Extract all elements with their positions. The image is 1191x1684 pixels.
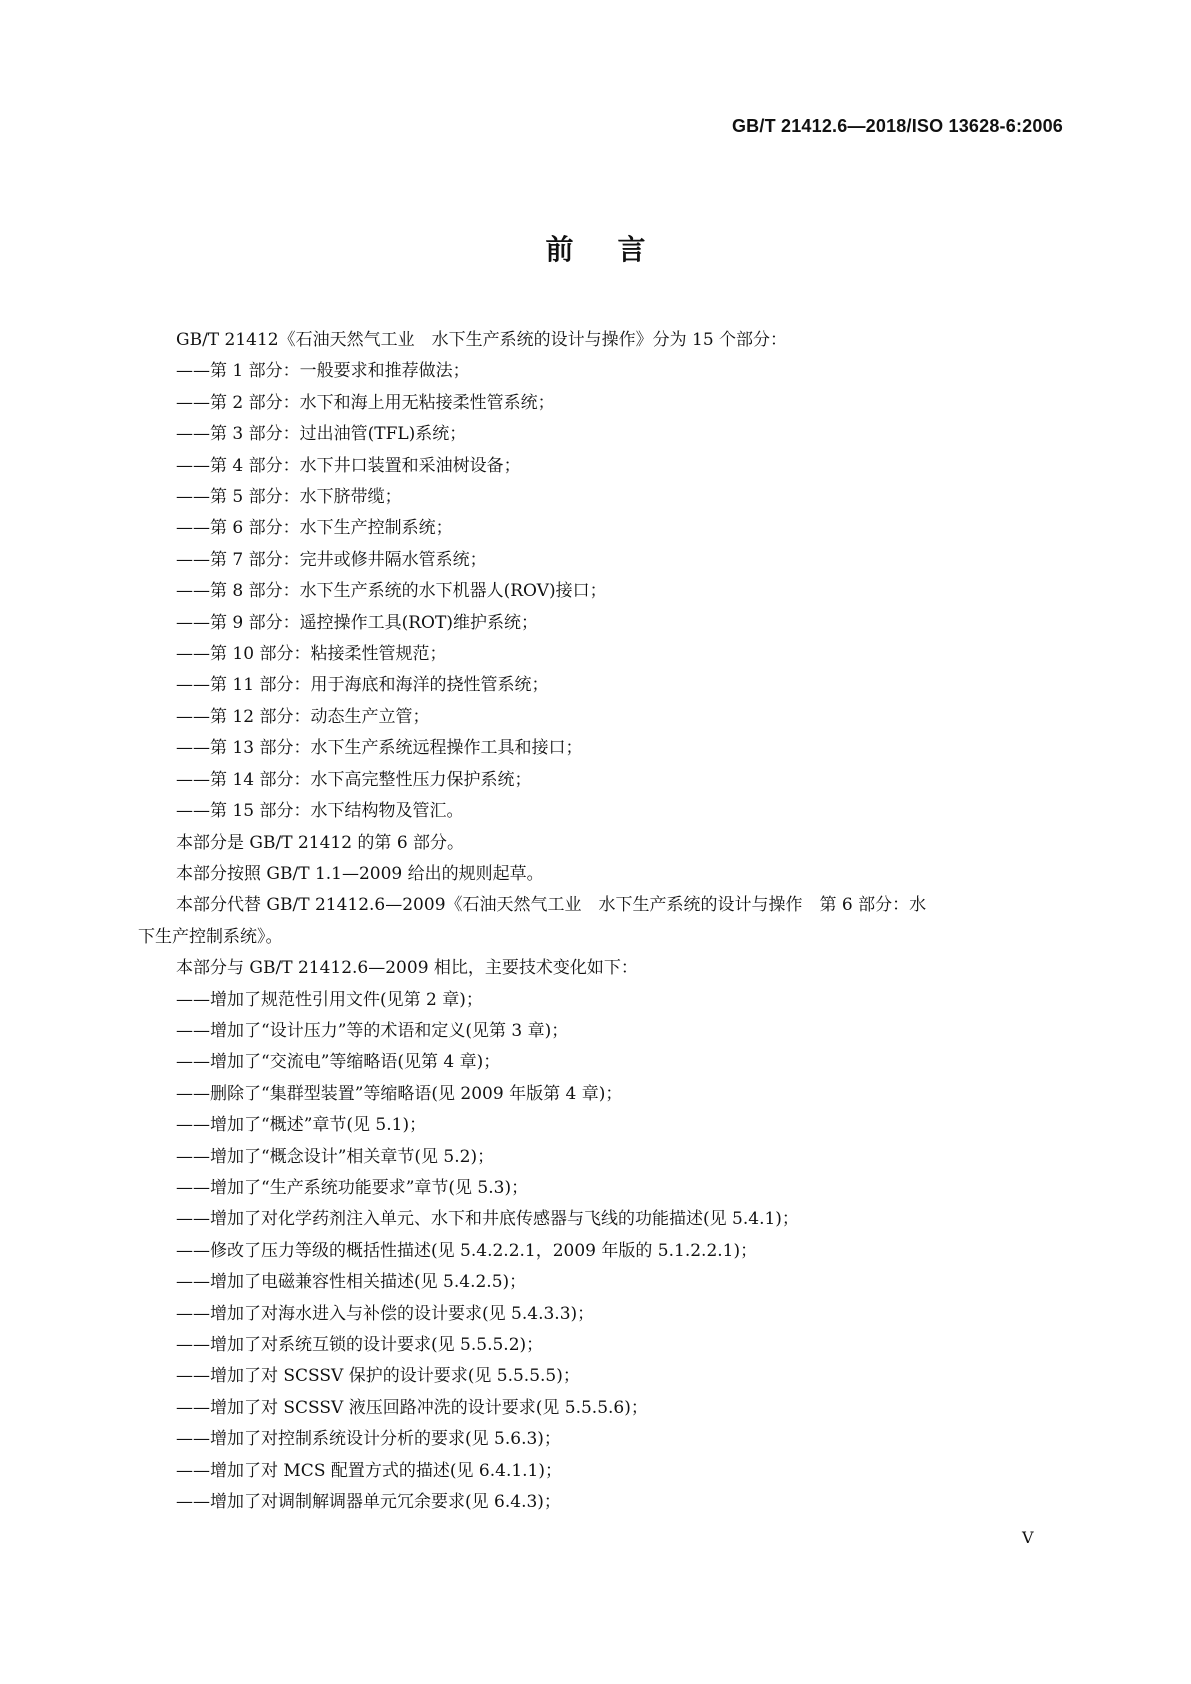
paragraph-line: ——增加了对化学药剂注入单元、水下和井底传感器与飞线的功能描述(见 5.4.1)； (176, 1209, 799, 1230)
paragraph-line: ——第 7 部分：完井或修井隔水管系统； (176, 549, 487, 570)
paragraph-line: ——增加了对系统互锁的设计要求(见 5.5.5.2)； (176, 1335, 544, 1355)
paragraph-line: 本部分按照 GB/T 1.1—2009 给出的规则起草。 (176, 863, 544, 884)
paragraph-line: ——第 11 部分：用于海底和海洋的挠性管系统； (176, 675, 549, 696)
paragraph-line: ——第 14 部分：水下高完整性压力保护系统； (176, 769, 532, 790)
paragraph-line: ——第 5 部分：水下脐带缆； (176, 487, 402, 508)
paragraph-line: ——增加了“概述”章节(见 5.1)； (176, 1115, 427, 1136)
paragraph-line: ——第 13 部分：水下生产系统远程操作工具和接口； (176, 738, 583, 759)
paragraph-line: 下生产控制系统》。 (138, 926, 283, 947)
paragraph-line: ——第 6 部分：水下生产控制系统； (176, 518, 453, 539)
paragraph-line: ——第 10 部分：粘接柔性管规范； (176, 644, 447, 665)
paragraph-line: 本部分是 GB/T 21412 的第 6 部分。 (176, 832, 465, 853)
paragraph-line: ——增加了“概念设计”相关章节(见 5.2)； (176, 1146, 495, 1167)
paragraph-line: ——增加了“设计压力”等的术语和定义(见第 3 章)； (176, 1020, 569, 1041)
paragraph-line: ——第 9 部分：遥控操作工具(ROT)维护系统； (176, 612, 538, 633)
paragraph-line: ——增加了对 SCSSV 保护的设计要求(见 5.5.5.5)； (176, 1366, 580, 1387)
paragraph-line: ——第 1 部分：一般要求和推荐做法； (176, 361, 470, 382)
paragraph-line: ——第 15 部分：水下结构物及管汇。 (176, 801, 464, 822)
paragraph-line: 本部分与 GB/T 21412.6—2009 相比，主要技术变化如下： (176, 958, 638, 979)
page-number: V (1022, 1528, 1034, 1547)
paragraph-line: ——增加了“交流电”等缩略语(见第 4 章)； (176, 1052, 501, 1073)
standard-code-header: GB/T 21412.6—2018/ISO 13628-6:2006 (731, 116, 1063, 136)
paragraph-line: 本部分代替 GB/T 21412.6—2009《石油天然气工业 水下生产系统的设计与操作 第 6 部分：水 (176, 895, 927, 916)
paragraph-line: ——增加了对 SCSSV 液压回路冲洗的设计要求(见 5.5.5.6)； (176, 1397, 648, 1418)
paragraph-line: ——第 4 部分：水下井口装置和采油树设备； (176, 455, 521, 476)
paragraph-line: ——第 3 部分：过出油管(TFL)系统； (176, 424, 467, 445)
paragraph-line: ——增加了对海水进入与补偿的设计要求(见 5.4.3.3)； (176, 1303, 595, 1324)
paragraph-line: ——增加了对 MCS 配置方式的描述(见 6.4.1.1)； (176, 1460, 563, 1481)
paragraph-line: ——增加了电磁兼容性相关描述(见 5.4.2.5)； (176, 1272, 527, 1293)
foreword-body (138, 325, 1053, 1518)
paragraph-line: ——删除了“集群型装置”等缩略语(见 2009 年版第 4 章)； (176, 1083, 623, 1104)
paragraph-line: ——修改了压力等级的概括性描述(见 5.4.2.2.1，2009 年版的 5.1.2.2.1)； (176, 1240, 758, 1261)
paragraph-line: ——第 12 部分：动态生产立管； (176, 706, 430, 727)
paragraph-line: ——增加了对调制解调器单元冗余要求(见 6.4.3)； (176, 1492, 561, 1513)
paragraph-line: ——增加了对控制系统设计分析的要求(见 5.6.3)； (176, 1429, 561, 1450)
paragraph-line: ——增加了规范性引用文件(见第 2 章)； (176, 989, 483, 1010)
paragraph-line: ——第 2 部分：水下和海上用无粘接柔性管系统； (176, 392, 555, 413)
page-title: 前言 (545, 233, 690, 266)
paragraph-line: ——第 8 部分：水下生产系统的水下机器人(ROV)接口； (176, 581, 607, 602)
paragraph-line: GB/T 21412《石油天然气工业 水下生产系统的设计与操作》分为 15 个部分： (176, 330, 788, 350)
paragraph-line: ——增加了“生产系统功能要求”章节(见 5.3)； (176, 1177, 529, 1198)
